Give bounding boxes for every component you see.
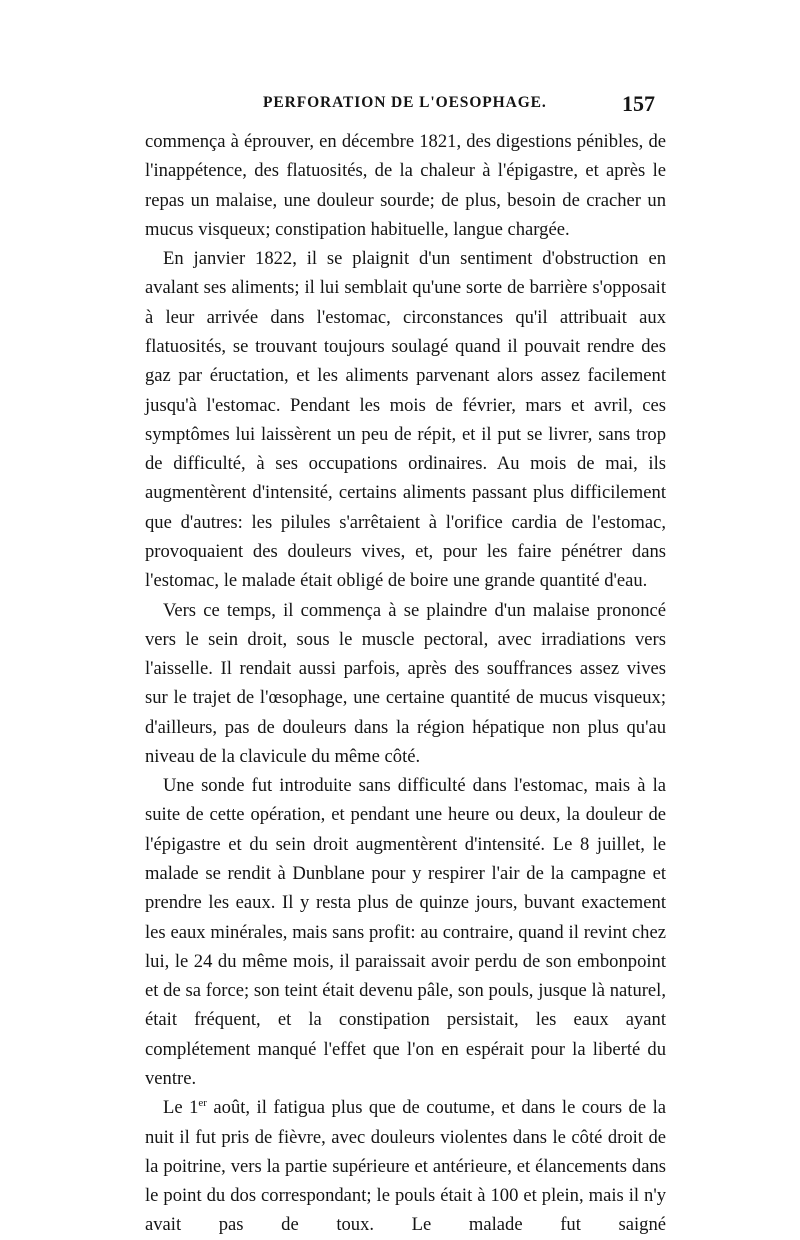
paragraph-chest-pain: Vers ce temps, il commença à se plaindre d'un malaise prononcé vers le sein droit, sous le muscle pectoral, avec irradiations vers l'aisselle. Il rendait aussi parfois, après des souffrances assez vives sur le trajet de l'œsophage, une certaine quantité de mucus visqueux; d'ailleurs, pas de douleurs dans la région hépatique non plus qu'au niveau de la clavicule du même côté. bbox=[145, 599, 666, 767]
paragraph-january-1822: En janvier 1822, il se plaignit d'un sentiment d'obstruction en avalant ses aliments; il lui semblait qu'une sorte de barrière s'opposait à leur arrivée dans l'estomac, circonstances qu'il attribuait aux flatuosités, se trouvant toujours soulagé quand il pouvait rendre des gaz par éructation, et les aliments parvenant alors assez facilement jusqu'à l'estomac. Pendant les mois de février, mars et avril, ces symptômes lui laissèrent un peu de répit, et il put se livrer, sans trop de difficulté, à ses occupations ordinaires. Au mois de mai, ils augmentèrent d'intensité, certains aliments passant plus difficilement que d'autres: les pilules s'arrêtaient à l'orifice cardia de l'estomac, provoquaient des douleurs vives, et, pour les faire pénétrer dans l'estomac, le malade était obligé de boire une grande quantité d'eau. bbox=[145, 248, 666, 592]
body-text bbox=[145, 127, 666, 1240]
ordinal-superscript: er bbox=[198, 1097, 207, 1110]
paragraph-continued: commença à éprouver, en décembre 1821, des digestions pénibles, de l'inappétence, des flatuosités, de la chaleur à l'épigastre, et après le repas un malaise, une douleur sourde; de plus, besoin de cracher un mucus visqueux; constipation habituelle, langue chargée. bbox=[145, 131, 666, 240]
running-head bbox=[145, 91, 665, 118]
paragraph-dunblane: Une sonde fut introduite sans difficulté dans l'estomac, mais à la suite de cette opération, et pendant une heure ou deux, la douleur de l'épigastre et du sein droit augmentèrent d'intensité. Le 8 juillet, le malade se rendit à Dunblane pour y respirer l'air de la campagne et prendre les eaux. Il y resta plus de quinze jours, buvant exactement les eaux minérales, mais sans profit: au contraire, quand il revint chez lui, le 24 du même mois, il paraissait avoir perdu de son embonpoint et de sa force; son teint était devenu pâle, son pouls, jusque là naturel, était fréquent, et la constipation persistait, les eaux ayant complétement manqué l'effet que l'on en espérait pour la liberté du ventre. bbox=[145, 775, 666, 1089]
paragraph-august-start: Le 1 bbox=[163, 1097, 199, 1119]
page-number: 157 bbox=[622, 91, 655, 116]
paragraph-august-rest: août, il fatigua plus que de coutume, et dans le cours de la nuit il fut pris de fièvre, avec douleurs violentes dans le côté droit de la poitrine, vers la partie supérieure et antérieure, et élancements dans le point du dos correspondant; le pouls était à 100 et plein, mais il n'y avait pas de toux. Le malade fut saigné bbox=[145, 1097, 666, 1236]
paragraph-august bbox=[145, 1093, 666, 1239]
running-head-title: PERFORATION DE L'OESOPHAGE. bbox=[263, 94, 547, 111]
